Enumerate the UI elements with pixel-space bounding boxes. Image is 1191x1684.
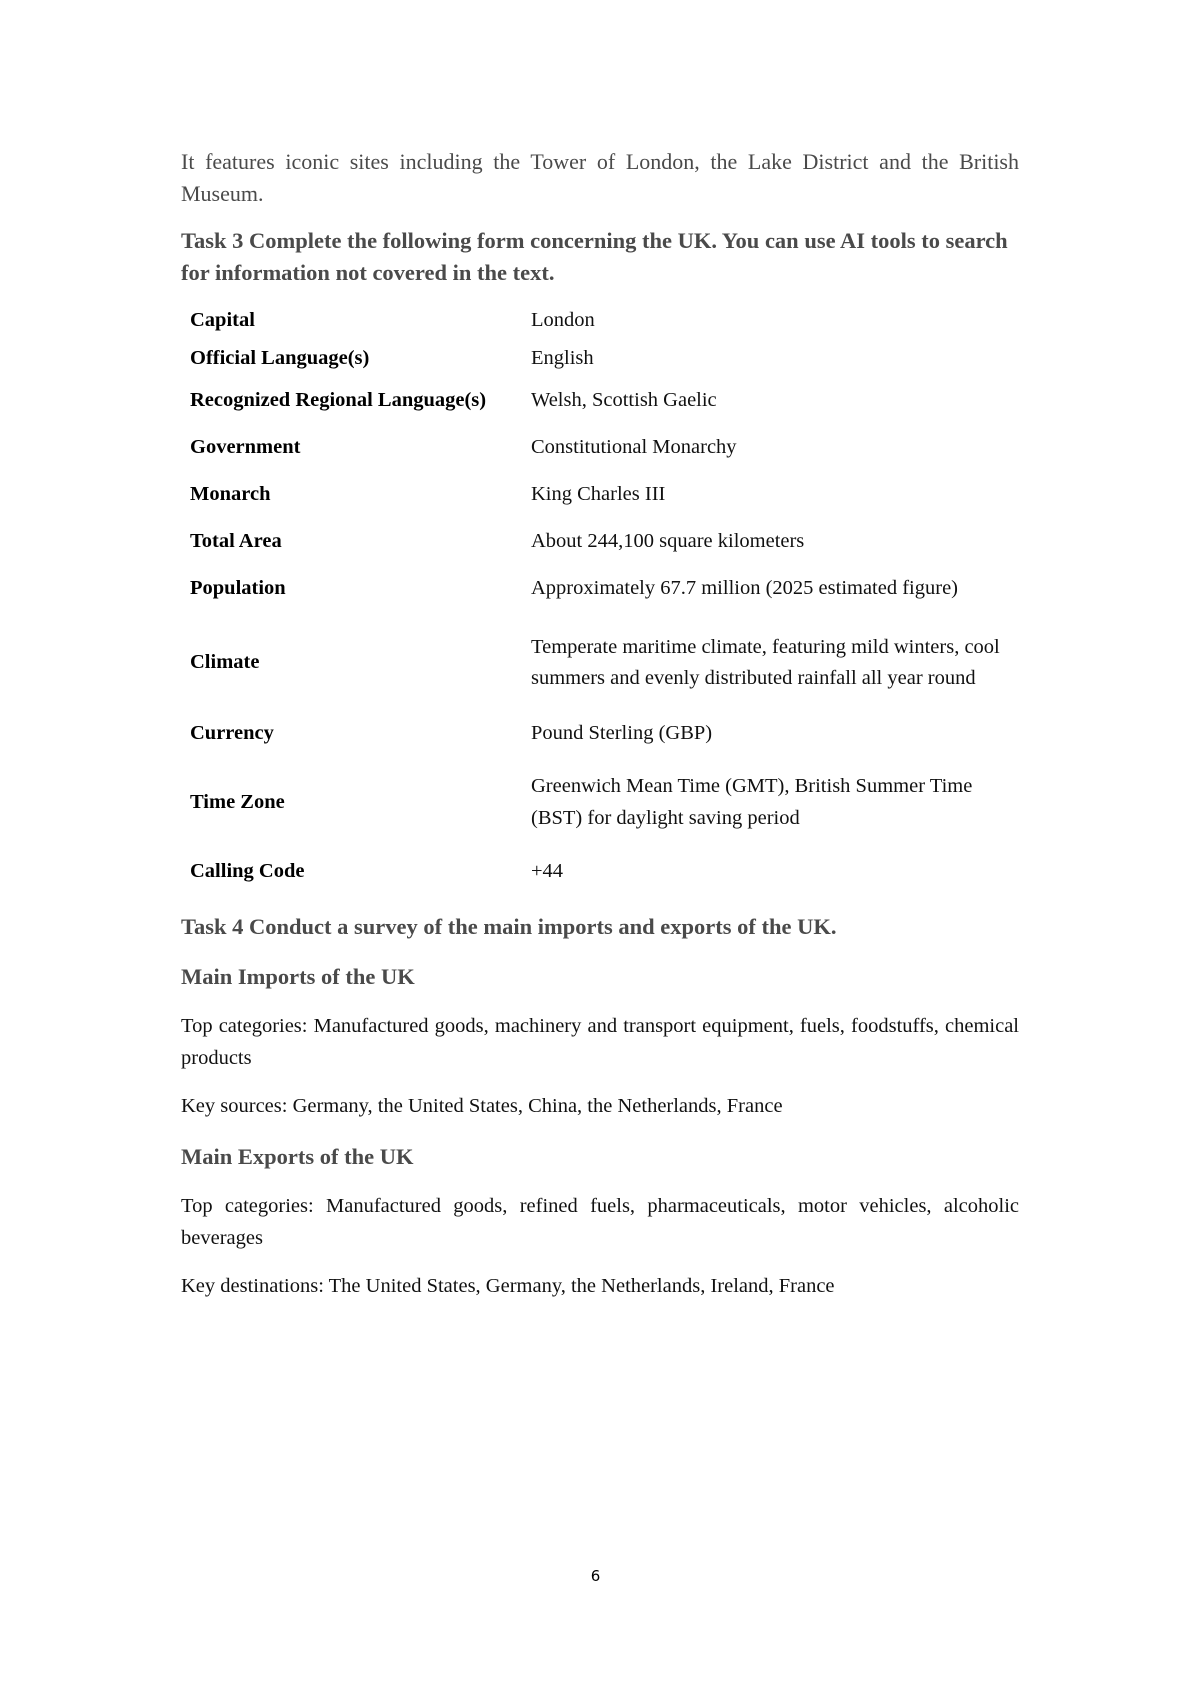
form-row-official-language — [181, 340, 1019, 378]
form-value: King Charles III — [531, 482, 666, 505]
form-row-regional-language — [181, 378, 1019, 424]
exports-categories: Top categories: Manufactured goods, refined fuels, pharmaceuticals, motor vehicles, alcoholic beverages — [181, 1195, 1019, 1249]
form-row-total-area — [181, 518, 1019, 565]
form-value: Pound Sterling (GBP) — [531, 722, 713, 745]
task-4-heading: Task 4 Conduct a survey of the main imports and exports of the UK. — [181, 914, 837, 939]
imports-categories: Top categories: Manufactured goods, machinery and transport equipment, fuels, foodstuffs, chemical products — [181, 1015, 1019, 1069]
form-label: Calling Code — [190, 860, 305, 883]
exports-heading: Main Exports of the UK — [181, 1143, 414, 1169]
form-label: Currency — [190, 722, 274, 745]
form-value: Approximately 67.7 million (2025 estimated figure) — [531, 576, 958, 599]
form-value: Greenwich Mean Time (GMT), British Summer Time (BST) for daylight saving period — [531, 775, 973, 829]
form-row-calling-code — [181, 851, 1019, 893]
form-value: Welsh, Scottish Gaelic — [531, 389, 717, 412]
form-row-population — [181, 565, 1019, 612]
form-value: Temperate maritime climate, featuring mild winters, cool summers and evenly distributed rainfall all year round — [531, 635, 1000, 689]
form-label: Monarch — [190, 482, 271, 505]
form-label: Official Language(s) — [190, 347, 370, 370]
form-label: Population — [190, 576, 286, 599]
imports-sources: Key sources: Germany, the United States, China, the Netherlands, France — [181, 1095, 783, 1117]
page-number: 6 — [590, 1567, 601, 1585]
form-label: Capital — [190, 309, 255, 332]
form-label: Government — [190, 435, 301, 458]
form-row-time-zone — [181, 754, 1019, 851]
form-value: Constitutional Monarchy — [531, 435, 737, 458]
form-row-monarch — [181, 471, 1019, 518]
task-3-heading: Task 3 Complete the following form concerning the UK. You can use AI tools to search for information not covered in the text. — [181, 228, 1008, 285]
form-label: Climate — [190, 651, 260, 674]
form-value: London — [531, 309, 595, 332]
intro-paragraph: It features iconic sites including the Tower of London, the Lake District and the British Museum. — [181, 149, 1019, 206]
form-row-government — [181, 424, 1019, 471]
page-content — [181, 146, 1019, 1303]
form-label: Recognized Regional Language(s) — [190, 389, 487, 412]
imports-heading: Main Imports of the UK — [181, 963, 415, 989]
form-row-climate — [181, 612, 1019, 714]
uk-info-form — [181, 302, 1019, 893]
form-row-currency — [181, 714, 1019, 754]
exports-destinations: Key destinations: The United States, Germany, the Netherlands, Ireland, France — [181, 1275, 835, 1297]
form-value: English — [531, 347, 594, 370]
form-value: +44 — [531, 860, 564, 883]
form-row-capital — [181, 302, 1019, 340]
form-label: Time Zone — [190, 790, 285, 813]
form-value: About 244,100 square kilometers — [531, 529, 805, 552]
form-label: Total Area — [190, 529, 282, 552]
